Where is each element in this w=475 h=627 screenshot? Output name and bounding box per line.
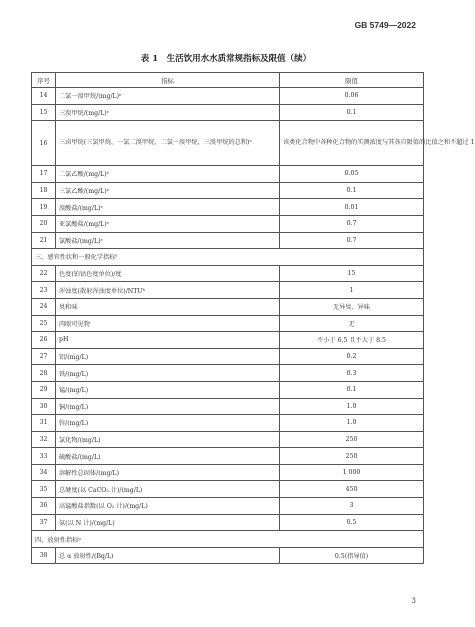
column-header-indicator: 指标	[56, 73, 280, 88]
cell-no: 35	[32, 481, 56, 498]
cell-limit: 0.7	[280, 232, 424, 249]
cell-no: 25	[32, 315, 56, 332]
cell-indicator: 色度(铂钴色度单位)/度	[56, 265, 280, 282]
cell-limit: 15	[280, 265, 424, 282]
cell-no: 27	[32, 348, 56, 365]
cell-no: 24	[32, 298, 56, 315]
cell-indicator: 铁/(mg/L)	[56, 365, 280, 382]
cell-limit: 不小于 6.5 且不大于 8.5	[280, 332, 424, 349]
cell-limit: 3	[280, 498, 424, 515]
cell-limit: 450	[280, 481, 424, 498]
cell-no: 19	[32, 199, 56, 216]
column-header-limit: 限值	[280, 73, 424, 88]
table-row	[32, 448, 424, 465]
cell-limit: 1.0	[280, 415, 424, 432]
cell-indicator: 锰/(mg/L)	[56, 381, 280, 398]
section-title: 四、放射性指标ᵍ	[32, 531, 424, 548]
cell-indicator: 铝/(mg/L)	[56, 348, 280, 365]
cell-no: 36	[32, 498, 56, 515]
cell-no: 16	[32, 121, 56, 166]
table-row	[32, 315, 424, 332]
page-number: 3	[411, 597, 416, 605]
table-row	[32, 121, 424, 166]
column-header-no: 序号	[32, 73, 56, 88]
table-row	[32, 199, 424, 216]
table-row	[32, 415, 424, 432]
cell-indicator: 三溴甲烷/(mg/L)ᵉ	[56, 104, 280, 121]
section-title: 三、感官性状和一般化学指标ᶠ	[32, 249, 424, 266]
table-caption: 表 1 生活饮用水水质常规指标及限值（续）	[140, 54, 312, 64]
table-row	[32, 166, 424, 183]
section-row	[32, 249, 424, 266]
section-row	[32, 531, 424, 548]
cell-no: 37	[32, 514, 56, 531]
cell-limit: 0.2	[280, 348, 424, 365]
table-row	[32, 104, 424, 121]
table-header-row	[32, 73, 424, 88]
cell-no: 34	[32, 464, 56, 481]
cell-no: 14	[32, 88, 56, 105]
cell-no: 15	[32, 104, 56, 121]
cell-no: 28	[32, 365, 56, 382]
cell-indicator: 三卤甲烷(三氯甲烷、一氯二溴甲烷、二氯一溴甲烷、三溴甲烷的总和)ᵉ	[56, 121, 280, 166]
cell-no: 23	[32, 282, 56, 299]
cell-limit: 该类化合物中各种化合物的实测浓度与其各自限值的比值之和不超过 1	[280, 121, 424, 166]
cell-indicator: 亚氯酸盐/(mg/L)ᵉ	[56, 215, 280, 232]
cell-limit: 0.01	[280, 199, 424, 216]
table-row	[32, 298, 424, 315]
cell-indicator: 三氯乙酸/(mg/L)ᵉ	[56, 182, 280, 199]
cell-indicator: 总硬度(以 CaCO₃ 计)/(mg/L)	[56, 481, 280, 498]
cell-limit: 0.5	[280, 514, 424, 531]
table-row	[32, 232, 424, 249]
table-row	[32, 365, 424, 382]
cell-no: 22	[32, 265, 56, 282]
cell-limit: 1	[280, 282, 424, 299]
cell-indicator: 二氯一溴甲烷/(mg/L)ᵉ	[56, 88, 280, 105]
cell-indicator: 溶解性总固体/(mg/L)	[56, 464, 280, 481]
table-row	[32, 265, 424, 282]
cell-no: 20	[32, 215, 56, 232]
table-row	[32, 215, 424, 232]
cell-limit: 0.06	[280, 88, 424, 105]
table-row	[32, 481, 424, 498]
table-row	[32, 464, 424, 481]
cell-indicator: 溴酸盐/(mg/L)ᵉ	[56, 199, 280, 216]
table-row	[32, 398, 424, 415]
cell-indicator: 锌/(mg/L)	[56, 415, 280, 432]
table-row	[32, 88, 424, 105]
cell-indicator: 二氯乙酸/(mg/L)ᵉ	[56, 166, 280, 183]
table-row	[32, 431, 424, 448]
cell-limit: 无	[280, 315, 424, 332]
standard-number: GB 5749—2022	[354, 20, 416, 30]
cell-no: 29	[32, 381, 56, 398]
table-row	[32, 182, 424, 199]
cell-no: 38	[32, 547, 56, 564]
cell-limit: 0.5(指导值)	[280, 547, 424, 564]
cell-limit: 0.1	[280, 104, 424, 121]
cell-indicator: 高锰酸盐指数(以 O₂ 计)/(mg/L)	[56, 498, 280, 515]
cell-indicator: 氯酸盐/(mg/L)ᵉ	[56, 232, 280, 249]
cell-limit: 0.1	[280, 182, 424, 199]
table-row	[32, 348, 424, 365]
table-row	[32, 282, 424, 299]
table-row	[32, 498, 424, 515]
table-row	[32, 332, 424, 349]
cell-limit: 0.7	[280, 215, 424, 232]
cell-indicator: 浑浊度(散射浑浊度单位)/NTUᵇ	[56, 282, 280, 299]
cell-no: 33	[32, 448, 56, 465]
table-body	[32, 88, 475, 564]
cell-limit: 0.05	[280, 166, 424, 183]
cell-indicator: 氯化物/(mg/L)	[56, 431, 280, 448]
cell-indicator: 肉眼可见物	[56, 315, 280, 332]
cell-no: 31	[32, 415, 56, 432]
table-row	[32, 514, 424, 531]
cell-no: 26	[32, 332, 56, 349]
cell-limit: 1 000	[280, 464, 424, 481]
cell-indicator: 氨(以 N 计)/(mg/L)	[56, 514, 280, 531]
cell-indicator: 总 α 放射性/(Bq/L)	[56, 547, 280, 564]
cell-no: 30	[32, 398, 56, 415]
cell-indicator: 硫酸盐/(mg/L)	[56, 448, 280, 465]
table-row	[32, 547, 424, 564]
cell-no: 21	[32, 232, 56, 249]
cell-no: 17	[32, 166, 56, 183]
table-row	[32, 381, 424, 398]
water-quality-limits-table	[31, 72, 475, 564]
cell-limit: 250	[280, 431, 424, 448]
cell-limit: 0.1	[280, 381, 424, 398]
cell-indicator: 臭和味	[56, 298, 280, 315]
cell-indicator: pH	[56, 332, 280, 349]
cell-limit: 无异臭、异味	[280, 298, 424, 315]
cell-no: 18	[32, 182, 56, 199]
cell-limit: 0.3	[280, 365, 424, 382]
cell-limit: 1.0	[280, 398, 424, 415]
cell-limit: 250	[280, 448, 424, 465]
cell-indicator: 铜/(mg/L)	[56, 398, 280, 415]
cell-no: 32	[32, 431, 56, 448]
